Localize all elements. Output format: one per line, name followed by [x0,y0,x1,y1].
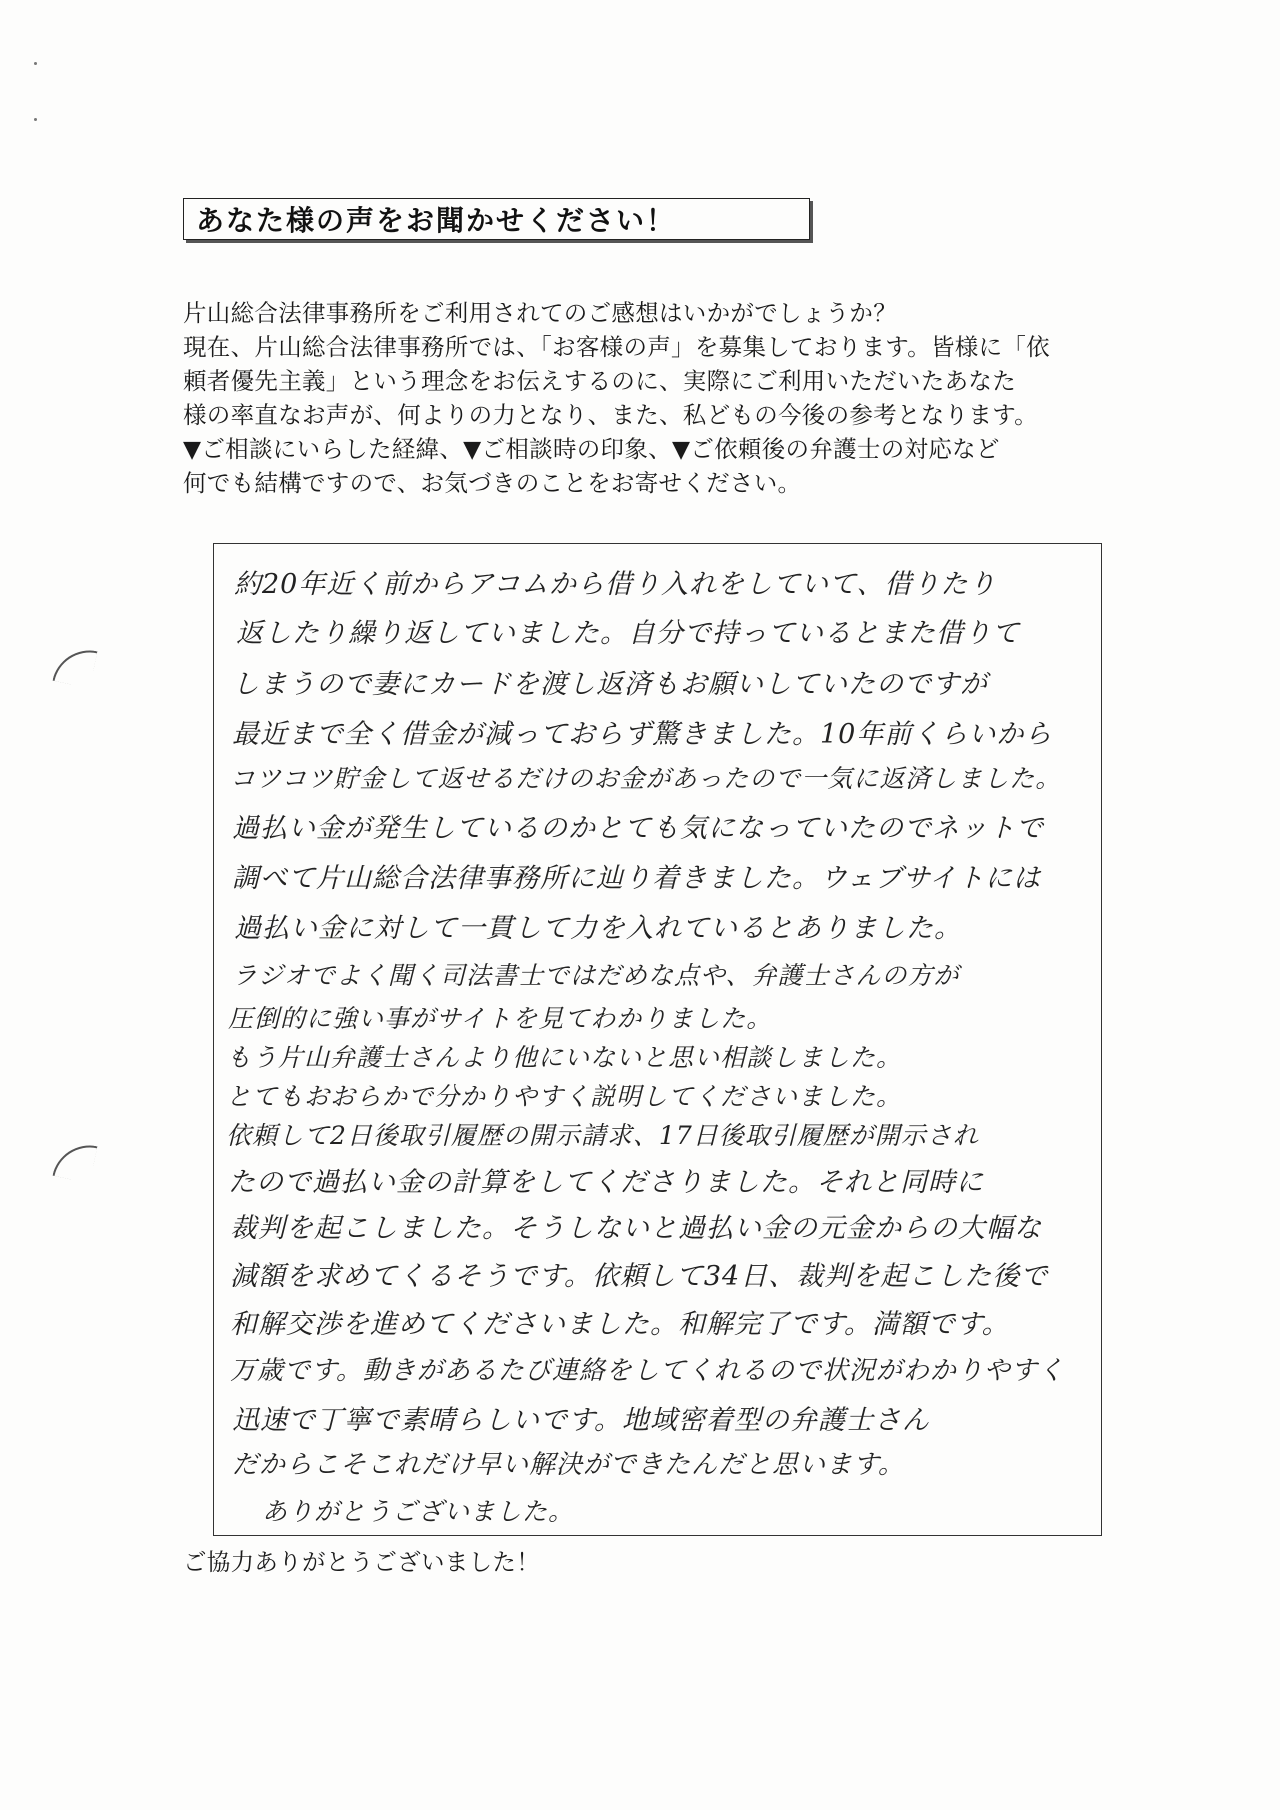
form-title-box [183,198,810,240]
handwritten-line: 返したり繰り返していました。自分で持っているとまた借りて [236,618,1020,649]
handwritten-line: もう片山弁護士さんより他にいないと思い相談しました。 [226,1043,903,1072]
handwritten-line: 裁判を起こしました。そうしないと過払い金の元金からの大幅な [230,1213,1042,1244]
handwritten-line: 迅速で丁寧で素晴らしいです。地域密着型の弁護士さん [232,1405,930,1436]
handwritten-line: 圧倒的に強い事がサイトを見てわかりました。 [228,1004,773,1033]
intro-line: ▼ご相談にいらした経緯、▼ご相談時の印象、▼ご依頼後の弁護士の対応など [183,435,1000,463]
handwritten-line: 和解交渉を進めてくださいました。和解完了です。満額です。 [230,1309,1010,1340]
handwritten-line: ラジオでよく聞く司法書士ではだめな点や、弁護士さんの方が [232,961,960,990]
handwritten-line: たので過払い金の計算をしてくださりました。それと同時に [228,1167,984,1198]
handwritten-line: コツコツ貯金して返せるだけのお金があったので一気に返済しました。 [230,764,1062,793]
intro-line: 現在、片山総合法律事務所では、「お客様の声」を募集しております。皆様に「依 [183,333,1050,361]
form-title: あなた様の声をお聞かせください！ [196,204,677,237]
handwritten-line: 調べて片山総合法律事務所に辿り着きました。ウェブサイトには [232,863,1042,894]
handwritten-line: 減額を求めてくるそうです。依頼して34日、裁判を起こした後で [230,1261,1049,1292]
intro-line: 様の率直なお声が、何よりの力となり、また、私どもの今後の参考となります。 [183,401,1038,429]
handwritten-response-box [213,543,1102,1536]
handwritten-line: ありがとうございました。 [262,1497,575,1526]
handwritten-line: 約20年近く前からアコムから借り入れをしていて、借りたり [234,569,997,600]
scan-speck [34,62,37,65]
intro-line: 何でも結構ですので、お気づきのことをお寄せください。 [183,469,802,497]
handwritten-line: 万歳です。動きがあるたび連絡をしてくれるので状況がわかりやすく [230,1356,1065,1386]
scan-speck [34,118,37,121]
handwritten-line: しまうので妻にカードを渡し返済もお願いしていたのですが [232,669,988,700]
handwritten-line: とてもおおらかで分かりやすく説明してくださいました。 [226,1082,903,1111]
intro-line: 頼者優先主義」という理念をお伝えするのに、実際にご利用いただいたあなた [183,367,1016,395]
handwritten-line: 最近まで全く借金が減っておらず驚きました。10年前くらいから [232,719,1053,750]
handwritten-line: 過払い金が発生しているのかとても気になっていたのでネットで [232,813,1044,844]
punch-hole-mark [52,643,97,688]
intro-text [183,296,1103,500]
punch-hole-mark [52,1138,97,1183]
handwritten-line: 過払い金に対して一貫して力を入れているとありました。 [234,913,962,944]
intro-line: 片山総合法律事務所をご利用されてのご感想はいかがでしょうか？ [183,299,897,327]
handwritten-line: だからこそこれだけ早い解決ができたんだと思います。 [232,1450,905,1480]
handwritten-line: 依頼して2日後取引履歴の開示請求、17日後取引履歴が開示され [226,1121,979,1150]
closing-thanks: ご協力ありがとうございました！ [183,1548,540,1576]
